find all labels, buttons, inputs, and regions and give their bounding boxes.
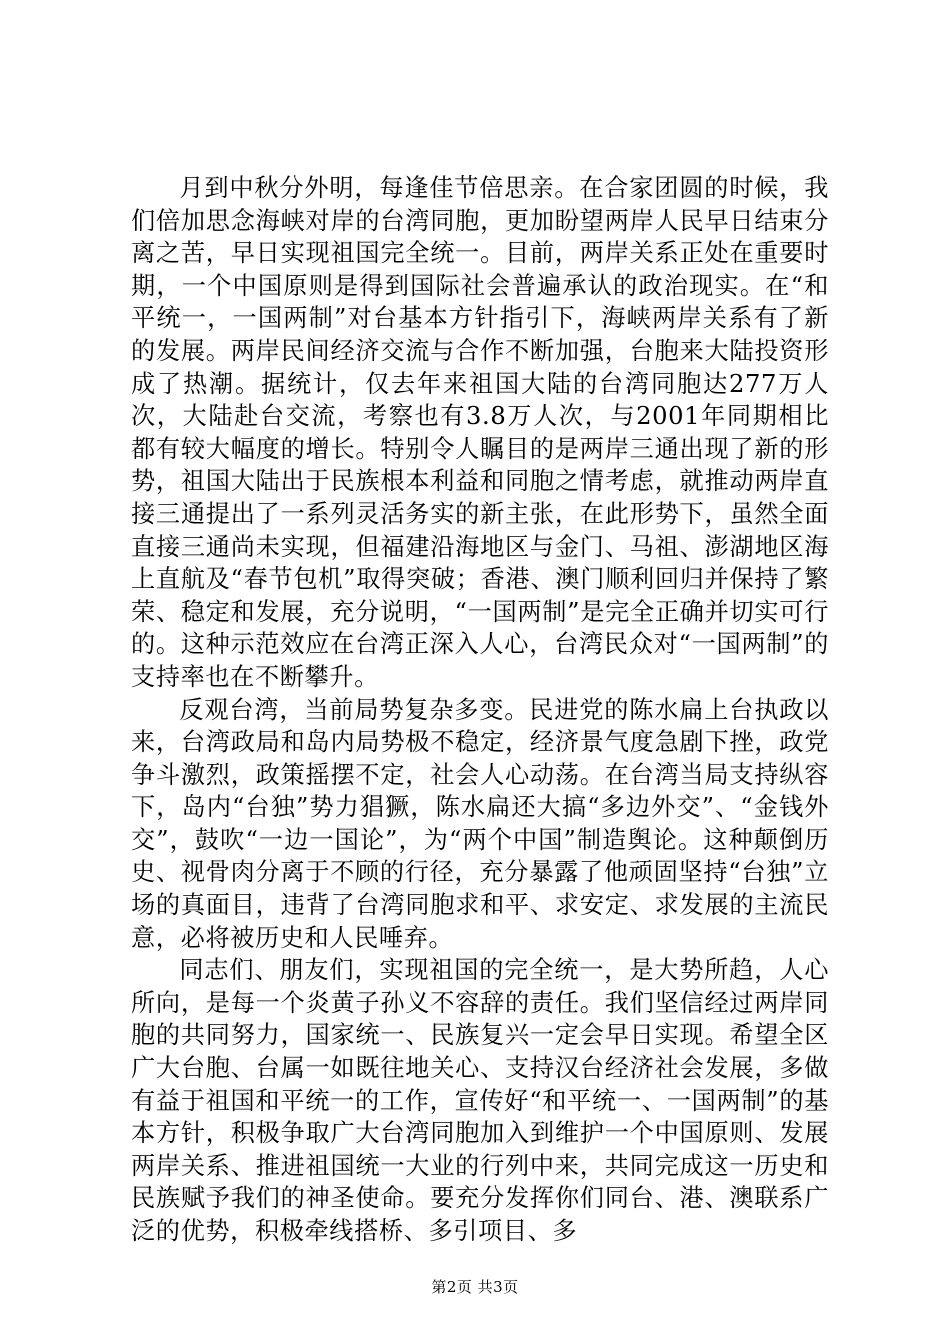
page-number-footer: 第2页 共3页 (431, 1278, 519, 1296)
paragraph-cross-strait-development: 月到中秋分外明，每逢佳节倍思亲。在合家团圆的时候，我们倍加思念海峡对岸的台湾同胞，更加盼望两岸人民早日结束分离之苦，早日实现祖国完全统一。目前，两岸关系正处在重要时期，一个中国原则是得到国际社会普遍承认的政治现实。在“和平统一，一国两制”对台基本方针指引下，海峡两岸关系有了新的发展。两岸民间经济交流与合作不断加强，台胞来大陆投资形成了热潮。据统计，仅去年来祖国大陆的台湾同胞达277万人次，大陆赴台交流，考察也有3.8万人次，与2001年同期相比都有较大幅度的增长。特别令人瞩目的是两岸三通出现了新的形势，祖国大陆出于民族根本利益和同胞之情考虑，就推动两岸直接三通提出了一系列灵活务实的新主张，在此形势下，虽然全面直接三通尚未实现，但福建沿海地区与金门、马祖、澎湖地区海上直航及“春节包机”取得突破；香港、澳门顺利回归并保持了繁荣、稳定和发展，充分说明，“一国两制”是完全正确并切实可行的。这种示范效应在台湾正深入人心，台湾民众对“一国两制”的支持率也在不断攀升。 (131, 174, 829, 691)
paragraph-call-to-action: 同志们、朋友们，实现祖国的完全统一，是大势所趋，人心所向，是每一个炎黄子孙义不容辞的责任。我们坚信经过两岸同胞的共同努力，国家统一、民族复兴一定会早日实现。希望全区广大台胞、台属一如既往地关心、支持汉台经济社会发展，多做有益于祖国和平统一的工作，宣传好“和平统一、一国两制”的基本方针，积极争取广大台湾同胞加入到维护一个中国原则、发展两岸关系、推进祖国统一大业的行列中来，共同完成这一历史和民族赋予我们的神圣使命。要充分发挥你们同台、港、澳联系广泛的优势，积极牵线搭桥、多引项目、多 (131, 956, 829, 1245)
paragraph-taiwan-situation: 反观台湾，当前局势复杂多变。民进党的陈水扁上台执政以来，台湾政局和岛内局势极不稳定，经济景气度急剧下挫，政党争斗激烈，政策摇摆不定，社会人心动荡。在台湾当局支持纵容下，岛内“台独”势力猖獗，陈水扁还大搞“多边外交”、“金钱外交”，鼓吹“一边一国论”，为“两个中国”制造舆论。这种颠倒历史、视骨肉分离于不顾的行径，充分暴露了他顽固坚持“台独”立场的真面目，违背了台湾同胞求和平、求安定、求发展的主流民意，必将被历史和人民唾弃。 (131, 695, 829, 952)
document-body (131, 172, 829, 1248)
